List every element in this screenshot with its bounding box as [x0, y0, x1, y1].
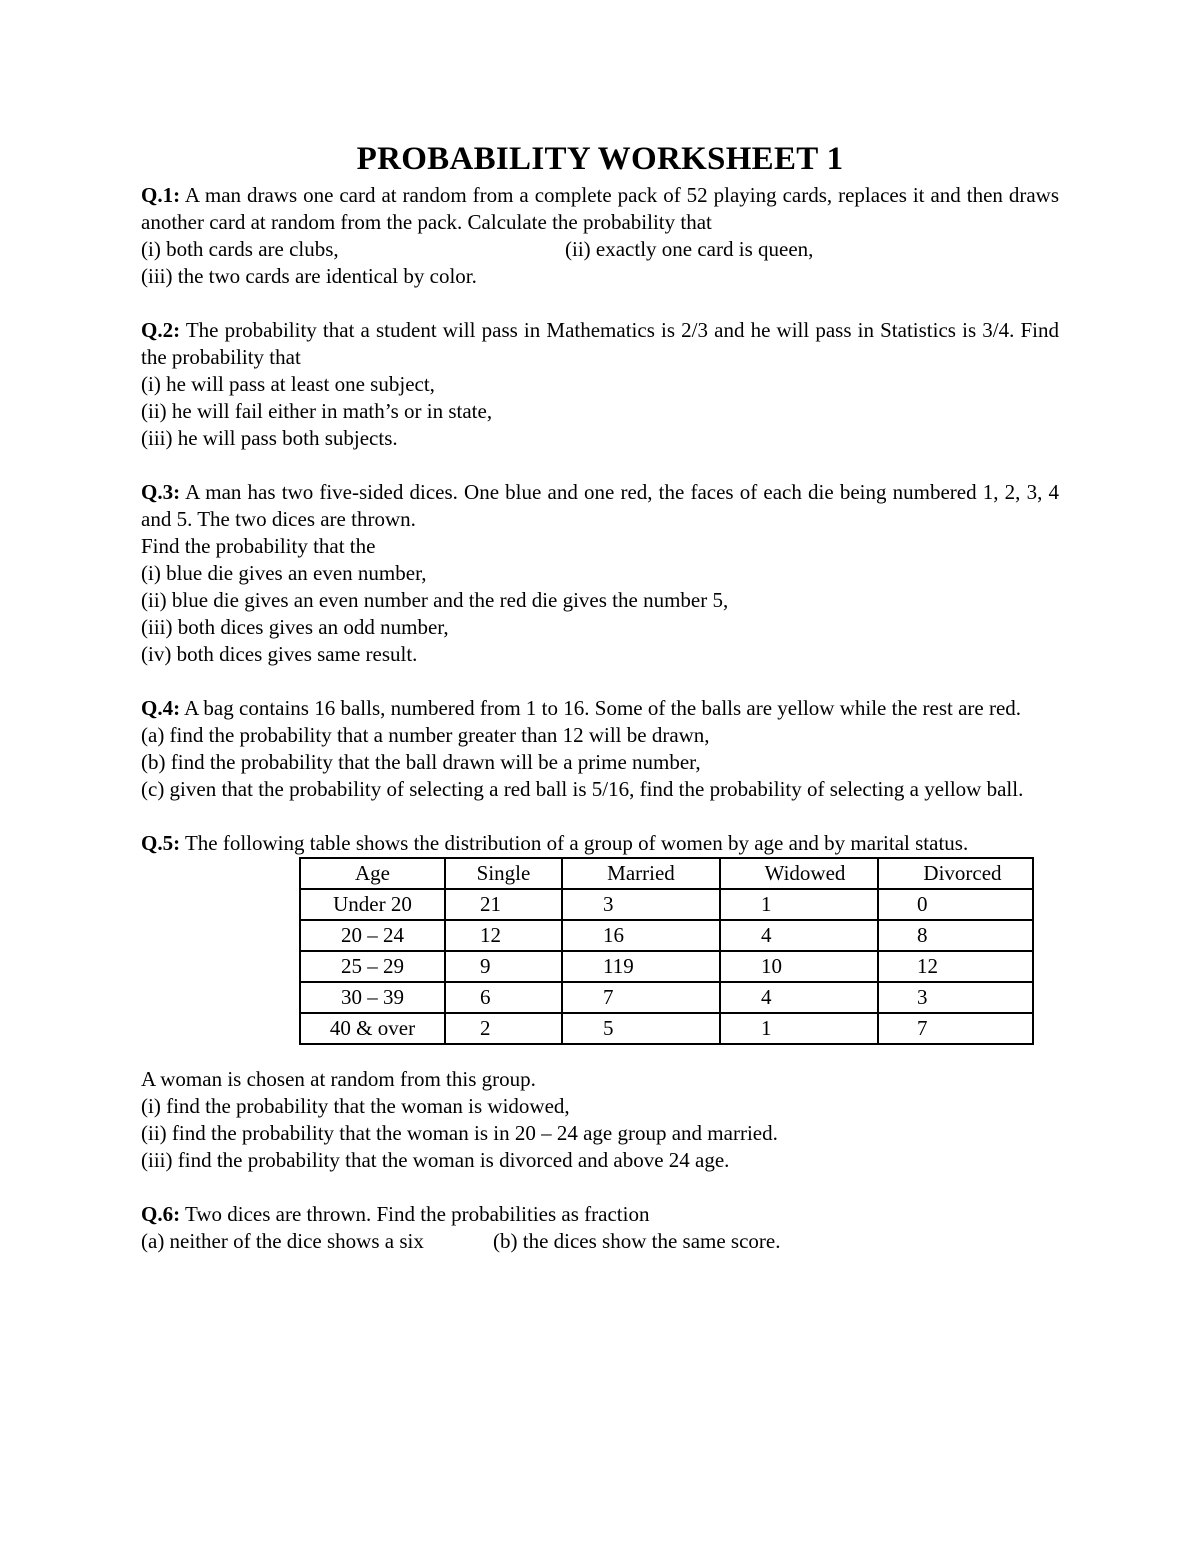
question-5-part-iii: (iii) find the probability that the woman is divorced and above 24 age. [141, 1148, 730, 1172]
question-6-part-a: (a) neither of the dice shows a six [141, 1229, 424, 1253]
question-1-part-iii: (iii) the two cards are identical by color. [141, 264, 477, 288]
question-6-text [141, 1201, 1059, 1228]
question-3-part-iv: (iv) both dices gives same result. [141, 642, 418, 666]
question-5-text [141, 830, 1059, 857]
question-1-body: A man draws one card at random from a complete pack of 52 playing cards, replaces it and then draws another card at random from the pack. Calculate the probability that [141, 183, 1060, 234]
question-3-part-iii: (iii) both dices gives an odd number, [141, 615, 449, 639]
question-1-part-ii: (ii) exactly one card is queen, [565, 237, 814, 261]
table-cell: 3 [562, 889, 720, 920]
table-cell: 3 [878, 982, 1033, 1013]
question-1-part-i: (i) both cards are clubs, [141, 237, 339, 261]
table-cell: 21 [445, 889, 562, 920]
spacer [141, 803, 1059, 830]
table-cell: 1 [720, 889, 878, 920]
question-4-part-c: (c) given that the probability of selecting a red ball is 5/16, find the probability of selecting a yellow ball. [141, 777, 1024, 801]
question-5-part-ii: (ii) find the probability that the woman is in 20 – 24 age group and married. [141, 1121, 778, 1145]
question-2-body: The probability that a student will pass in Mathematics is 2/3 and he will pass in Statistics is 3/4. Find the probability that [141, 318, 1059, 369]
table-cell: 7 [562, 982, 720, 1013]
question-2-text [141, 317, 1059, 371]
table-cell: 9 [445, 951, 562, 982]
question-5 [141, 830, 1059, 1174]
question-6-label: Q.6: [141, 1202, 181, 1226]
question-1-parts-row [141, 236, 1059, 263]
question-3-intro: Find the probability that the [141, 534, 376, 558]
table-cell: 40 & over [300, 1013, 445, 1044]
spacer [141, 1174, 1059, 1201]
question-3-part-i: (i) blue die gives an even number, [141, 561, 427, 585]
question-2-part-ii: (ii) he will fail either in math’s or in state, [141, 399, 493, 423]
table-header-row [300, 858, 1033, 889]
table-row [300, 920, 1033, 951]
question-6-parts-row [141, 1228, 1059, 1255]
question-4-part-a: (a) find the probability that a number greater than 12 will be drawn, [141, 723, 710, 747]
question-3-label: Q.3: [141, 480, 181, 504]
question-6-part-b: (b) the dices show the same score. [493, 1229, 781, 1253]
table-header-age: Age [300, 858, 445, 889]
question-4 [141, 695, 1059, 803]
question-4-part-b: (b) find the probability that the ball drawn will be a prime number, [141, 750, 701, 774]
table-cell: 119 [562, 951, 720, 982]
question-1 [141, 182, 1059, 290]
table-cell: 12 [878, 951, 1033, 982]
table-row [300, 982, 1033, 1013]
question-2-part-i: (i) he will pass at least one subject, [141, 372, 435, 396]
question-2 [141, 317, 1059, 452]
table-cell: 4 [720, 982, 878, 1013]
table-header-widowed: Widowed [720, 858, 878, 889]
question-3-body: A man has two five-sided dices. One blue and one red, the faces of each die being numbered 1, 2, 3, 4 and 5. The two dices are thrown. [141, 480, 1059, 531]
question-5-part-i: (i) find the probability that the woman is widowed, [141, 1094, 570, 1118]
question-1-text [141, 182, 1059, 236]
question-5-intro: A woman is chosen at random from this group. [141, 1067, 536, 1091]
table-header-single: Single [445, 858, 562, 889]
table-cell: 25 – 29 [300, 951, 445, 982]
table-row [300, 1013, 1033, 1044]
table-cell: 8 [878, 920, 1033, 951]
question-1-label: Q.1: [141, 183, 181, 207]
question-2-label: Q.2: [141, 318, 181, 342]
table-cell: 4 [720, 920, 878, 951]
table-cell: 6 [445, 982, 562, 1013]
question-4-text [141, 695, 1059, 722]
marital-status-table [299, 857, 1034, 1045]
spacer [141, 452, 1059, 479]
question-6-body: Two dices are thrown. Find the probabilities as fraction [184, 1202, 650, 1226]
page-title: PROBABILITY WORKSHEET 1 [356, 141, 844, 177]
table-cell: 10 [720, 951, 878, 982]
table-header-married: Married [562, 858, 720, 889]
table-cell: 16 [562, 920, 720, 951]
question-3-text [141, 479, 1059, 533]
table-row [300, 889, 1033, 920]
table-cell: 12 [445, 920, 562, 951]
table-header-divorced: Divorced [878, 858, 1033, 889]
table-cell: 7 [878, 1013, 1033, 1044]
table-cell: 30 – 39 [300, 982, 445, 1013]
table-cell: 0 [878, 889, 1033, 920]
table-cell: 20 – 24 [300, 920, 445, 951]
question-2-part-iii: (iii) he will pass both subjects. [141, 426, 398, 450]
question-4-body: A bag contains 16 balls, numbered from 1 to 16. Some of the balls are yellow while the rest are red. [184, 696, 1022, 720]
spacer [141, 290, 1059, 317]
table-wrapper [141, 857, 1059, 1045]
question-5-label: Q.5: [141, 831, 181, 855]
spacer [141, 668, 1059, 695]
question-4-label: Q.4: [141, 696, 181, 720]
question-3 [141, 479, 1059, 668]
question-5-body: The following table shows the distribution of a group of women by age and by marital status. [184, 831, 969, 855]
table-cell: 1 [720, 1013, 878, 1044]
question-3-part-ii: (ii) blue die gives an even number and the red die gives the number 5, [141, 588, 729, 612]
worksheet-content [141, 139, 1059, 1255]
table-row [300, 951, 1033, 982]
question-6 [141, 1201, 1059, 1255]
table-cell: Under 20 [300, 889, 445, 920]
table-cell: 2 [445, 1013, 562, 1044]
table-cell: 5 [562, 1013, 720, 1044]
